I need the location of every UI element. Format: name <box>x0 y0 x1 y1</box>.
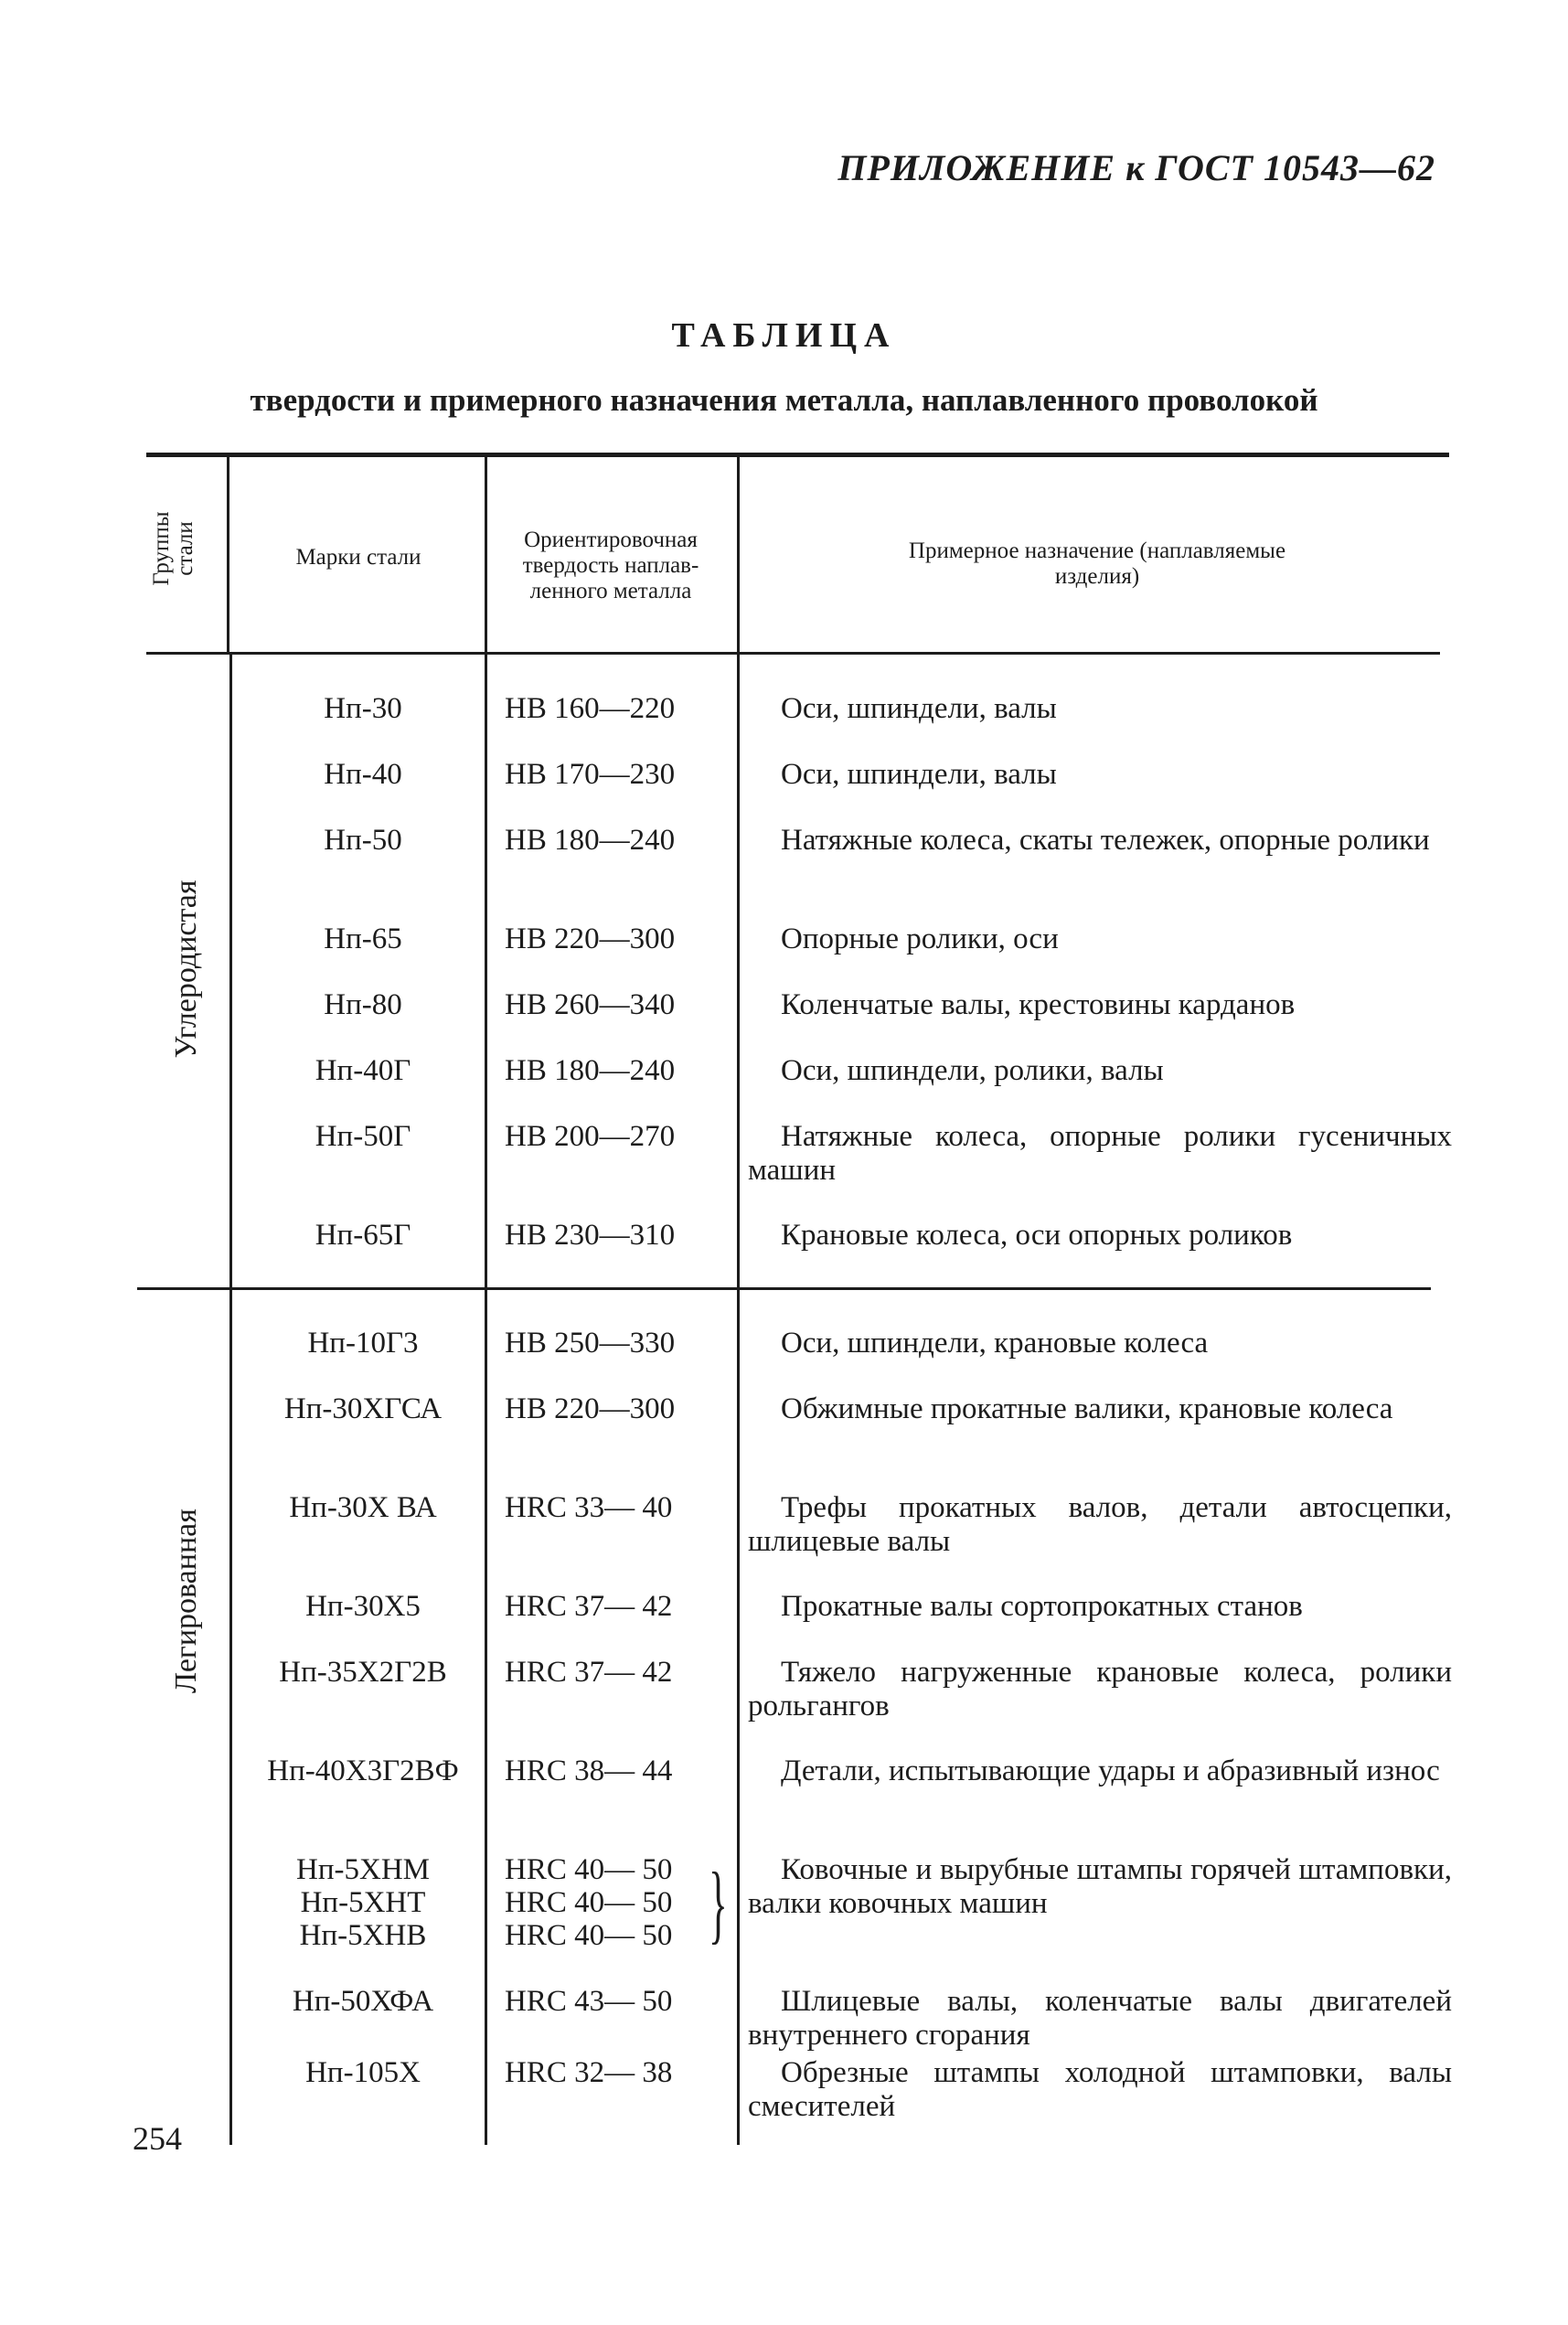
purpose: Крановые колеса, оси опорных роликов <box>781 1219 1293 1252</box>
steel-grade: Нп-40 <box>324 758 402 791</box>
steel-grade <box>240 1853 486 1952</box>
column-header-group <box>150 485 208 613</box>
steel-grade-line: Нп-5ХНМ <box>296 1853 430 1886</box>
purpose: Трефы прокатных валов, детали автосцепки, шлицевые валы <box>748 1491 1452 1558</box>
column-header-hardness: Ориентировочная твердость наплав-ленного металла <box>522 528 699 603</box>
purpose: Оси, шпиндели, валы <box>781 692 1057 725</box>
purpose: Тяжело нагруженные крановые колеса, ролики рольгангов <box>748 1656 1452 1722</box>
hardness: HRC 37— 42 <box>505 1656 673 1689</box>
hardness: НВ 250—330 <box>505 1327 676 1360</box>
hardness: НВ 230—310 <box>505 1219 676 1252</box>
purpose: Натяжные колеса, скаты тележек, опорные ролики <box>781 824 1430 857</box>
purpose: Обжимные прокатные валики, крановые колеса <box>781 1392 1393 1425</box>
purpose: Ковочные и вырубные штампы горячей штамповки, валки ковочных машин <box>748 1853 1452 1920</box>
steel-grade: Нп-40Х3Г2ВФ <box>267 1754 459 1787</box>
steel-grade: Нп-80 <box>324 988 402 1021</box>
column-divider-1 <box>227 457 229 652</box>
steel-grade: Нп-30Х ВА <box>289 1491 437 1524</box>
hardness: HRC 33— 40 <box>505 1491 673 1524</box>
hardness: HRC 43— 50 <box>505 1985 673 2018</box>
purpose: Оси, шпиндели, крановые колеса <box>781 1327 1209 1360</box>
brace-icon: } <box>709 1854 728 1952</box>
header-rule <box>146 652 1440 655</box>
hardness: HRC 32— 38 <box>505 2056 673 2089</box>
column-header-purpose: Примерное назначение (наплавляемые изделия) <box>908 539 1286 589</box>
hardness <box>505 1853 733 1952</box>
hardness-line: HRC 40— 50 <box>505 1853 673 1886</box>
group-rule <box>137 1287 1431 1290</box>
hardness-line: HRC 40— 50 <box>505 1886 673 1919</box>
group-label-alloy: Легированная <box>169 1509 203 1693</box>
hardness: НВ 220—300 <box>505 923 676 955</box>
steel-grade: Нп-50ХФА <box>292 1985 434 2018</box>
hardness-line: HRC 40— 50 <box>505 1919 673 1952</box>
table-row-group <box>0 1853 1568 1955</box>
table-title: ТАБЛИЦА <box>671 316 897 355</box>
group-label-carbon: Углеродистая <box>169 880 203 1059</box>
top-rule <box>146 453 1449 457</box>
steel-grade: Нп-50 <box>324 824 402 857</box>
appendix-heading: ПРИЛОЖЕНИЕ к ГОСТ 10543—62 <box>837 147 1435 188</box>
steel-grade: Нп-30Х5 <box>305 1590 421 1623</box>
hardness: НВ 180—240 <box>505 824 676 857</box>
steel-grade: Нп-50Г <box>315 1120 411 1153</box>
steel-grade: Нп-40Г <box>315 1054 411 1087</box>
steel-grade: Нп-65 <box>324 923 402 955</box>
hardness: НВ 260—340 <box>505 988 676 1021</box>
purpose: Оси, шпиндели, ролики, валы <box>781 1054 1164 1087</box>
purpose: Обрезные штампы холодной штамповки, валы смесителей <box>748 2056 1452 2123</box>
steel-grade: Нп-10Г3 <box>307 1327 419 1360</box>
purpose: Шлицевые валы, коленчатые валы двигателей внутреннего сгорания <box>748 1985 1452 2052</box>
table-subtitle: твердости и примерного назначения металла, наплавленного проволокой <box>250 382 1318 418</box>
column-header-group-text: Группы стали <box>149 511 198 586</box>
purpose: Детали, испытывающие удары и абразивный износ <box>781 1754 1440 1787</box>
column-header-grade: Марки стали <box>295 545 421 570</box>
steel-grade: Нп-30ХГСА <box>283 1392 443 1425</box>
steel-grade: Нп-35Х2Г2В <box>279 1656 447 1689</box>
steel-grade: Нп-105Х <box>305 2056 421 2089</box>
purpose: Прокатные валы сортопрокатных станов <box>781 1590 1303 1623</box>
purpose: Оси, шпиндели, валы <box>781 758 1057 791</box>
steel-grade-line: Нп-5ХНТ <box>300 1886 426 1919</box>
hardness: HRC 38— 44 <box>505 1754 673 1787</box>
steel-grade-line: Нп-5ХНВ <box>299 1919 427 1952</box>
purpose: Коленчатые валы, крестовины карданов <box>781 988 1296 1021</box>
page-number: 254 <box>133 2120 182 2157</box>
hardness: НВ 220—300 <box>505 1392 676 1425</box>
hardness: HRC 37— 42 <box>505 1590 673 1623</box>
purpose: Натяжные колеса, опорные ролики гусеничных машин <box>748 1120 1452 1187</box>
hardness: НВ 180—240 <box>505 1054 676 1087</box>
hardness: НВ 160—220 <box>505 692 676 725</box>
steel-grade: Нп-65Г <box>315 1219 411 1252</box>
purpose: Опорные ролики, оси <box>781 923 1059 955</box>
hardness: НВ 200—270 <box>505 1120 676 1153</box>
hardness: НВ 170—230 <box>505 758 676 791</box>
steel-grade: Нп-30 <box>324 692 402 725</box>
